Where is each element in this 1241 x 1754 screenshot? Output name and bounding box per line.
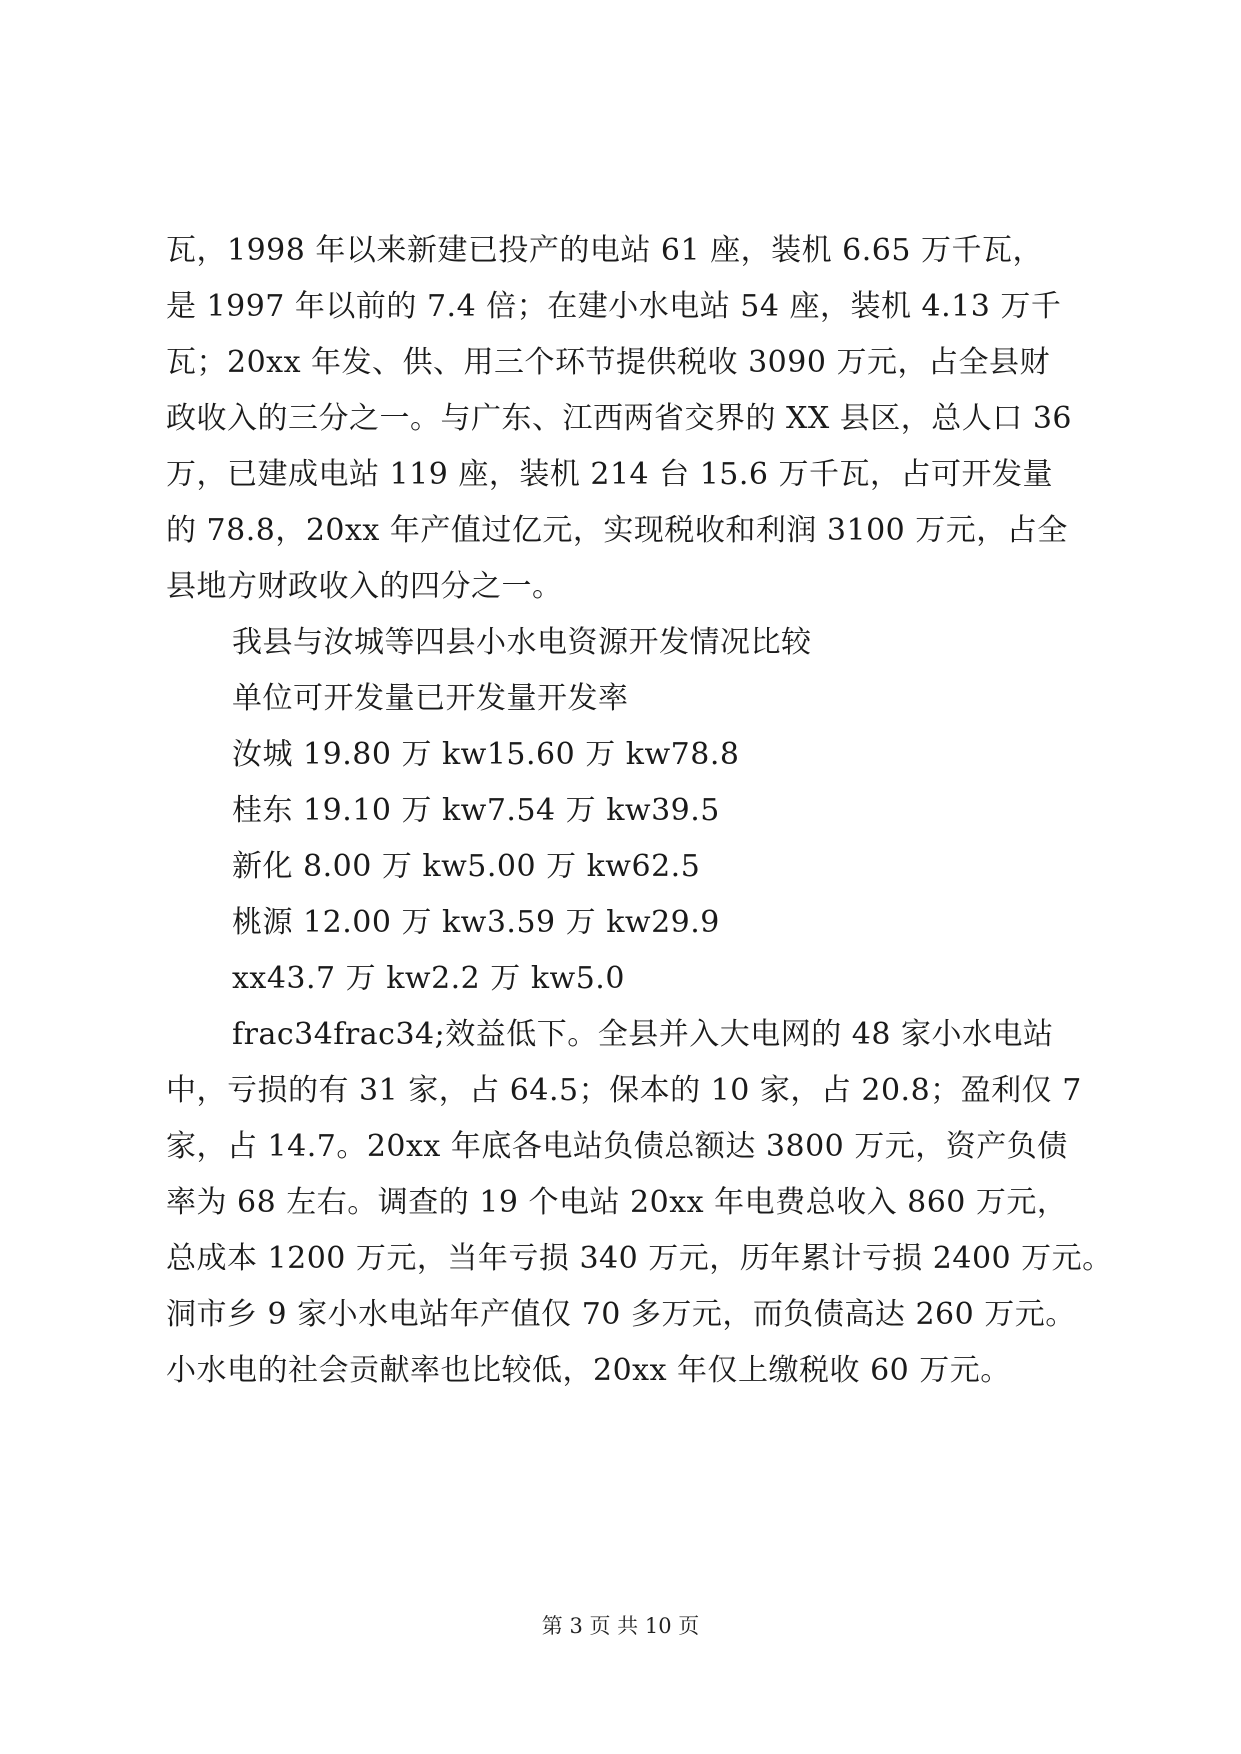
paragraph-1-line-3: 瓦；20xx 年发、供、用三个环节提供税收 3090 万元，占全县财 [166, 345, 1050, 380]
table-row-rucheng: 汝城 19.80 万 kw15.60 万 kw78.8 [232, 737, 740, 772]
table-row-taoyuan: 桃源 12.00 万 kw3.59 万 kw29.9 [232, 905, 720, 940]
paragraph-2-line-5: 总成本 1200 万元，当年亏损 340 万元，历年累计亏损 2400 万元。 [166, 1241, 1113, 1276]
paragraph-1-line-6: 的 78.8，20xx 年产值过亿元，实现税收和利润 3100 万元，占全 [166, 513, 1068, 548]
table-title: 我县与汝城等四县小水电资源开发情况比较 [232, 625, 812, 660]
table-header: 单位可开发量已开发量开发率 [232, 681, 629, 716]
paragraph-2-line-1: frac34frac34;效益低下。全县并入大电网的 48 家小水电站 [232, 1017, 1054, 1052]
paragraph-1-line-4: 政收入的三分之一。与广东、江西两省交界的 XX 县区，总人口 36 [166, 401, 1072, 436]
paragraph-1-line-2: 是 1997 年以前的 7.4 倍；在建小水电站 54 座，装机 4.13 万千 [166, 289, 1062, 324]
paragraph-2-line-6: 洞市乡 9 家小水电站年产值仅 70 多万元，而负债高达 260 万元。 [166, 1297, 1076, 1332]
table-row-guidong: 桂东 19.10 万 kw7.54 万 kw39.5 [232, 793, 720, 828]
paragraph-2-line-3: 家，占 14.7。20xx 年底各电站负债总额达 3800 万元，资产负债 [166, 1129, 1068, 1164]
paragraph-1-line-7: 县地方财政收入的四分之一。 [166, 569, 563, 604]
page-number-footer: 第 3 页 共 10 页 [541, 1614, 700, 1638]
paragraph-1-line-5: 万，已建成电站 119 座，装机 214 台 15.6 万千瓦，占可开发量 [166, 457, 1054, 492]
paragraph-1-line-1: 瓦，1998 年以来新建已投产的电站 61 座，装机 6.65 万千瓦， [166, 233, 1043, 268]
table-row-xinhua: 新化 8.00 万 kw5.00 万 kw62.5 [232, 849, 701, 884]
paragraph-2-line-2: 中，亏损的有 31 家，占 64.5；保本的 10 家，占 20.8；盈利仅 7 [166, 1073, 1082, 1108]
table-row-xx: xx43.7 万 kw2.2 万 kw5.0 [232, 961, 625, 996]
paragraph-2-line-4: 率为 68 左右。调查的 19 个电站 20xx 年电费总收入 860 万元， [166, 1185, 1068, 1220]
paragraph-2-line-7: 小水电的社会贡献率也比较低，20xx 年仅上缴税收 60 万元。 [166, 1353, 1011, 1388]
